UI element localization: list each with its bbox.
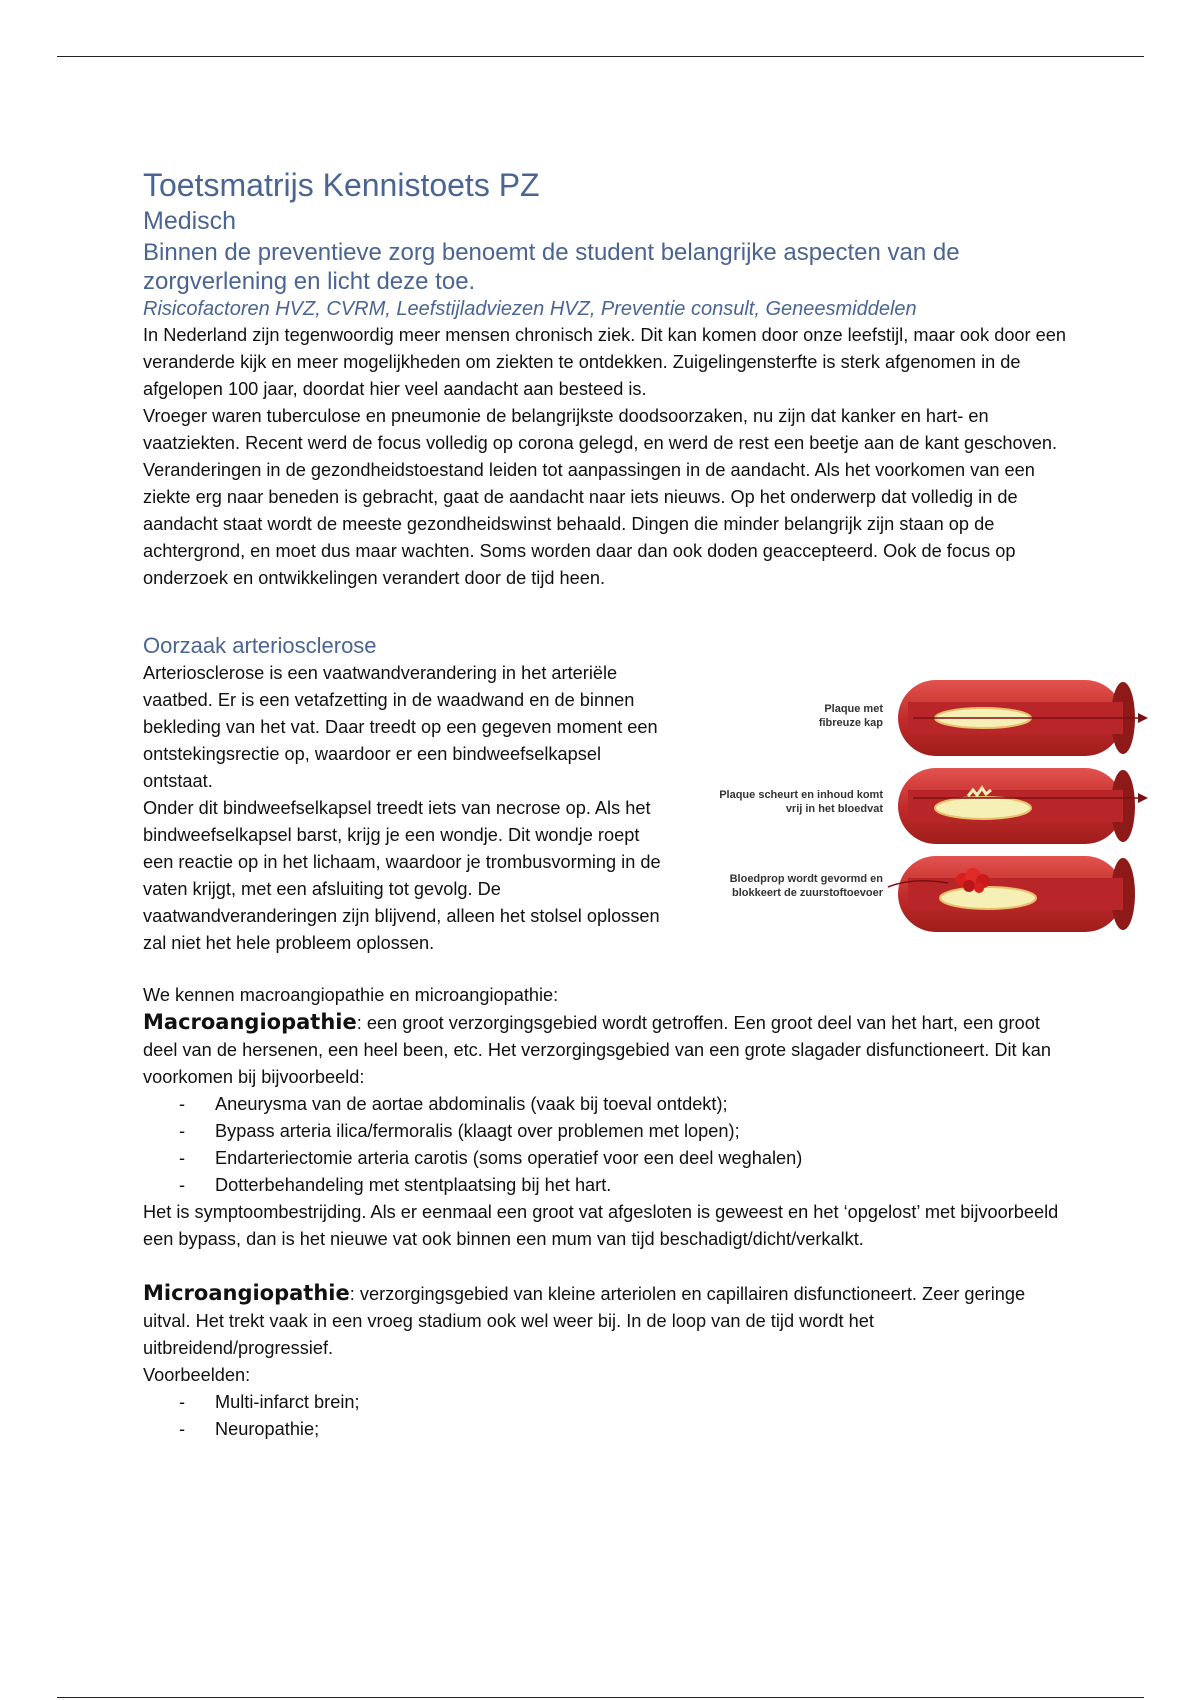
arteriosclerosis-heading: Oorzaak arteriosclerose [143, 633, 377, 658]
vessel-stage-1 [819, 680, 1148, 756]
list-item: - Multi-infarct brein; [179, 1392, 360, 1412]
figure-label-1b: fibreuze kap [818, 717, 883, 729]
vessel-stage-3 [730, 856, 1135, 932]
list-item: - Bypass arteria ilica/fermoralis (klaagt over problemen met lopen); [179, 1121, 740, 1141]
list-item: - Neuropathie; [179, 1419, 320, 1439]
figure-label-3b: blokkeert de zuurstoftoevoer [732, 887, 883, 899]
intro-paragraph-3: Veranderingen in de gezondheidstoestand leiden tot aanpassingen in de aandacht. Als het voorkomen van een ziekte erg naar beneden is gebracht, gaat de aandacht naar iets nieuws. Op het onderwerp dat volledig in de aandacht staat wordt de meeste gezondheidswinst behaald. Dingen die minder belangrijk zijn staan op de achtergrond, en moet dus maar wachten. Soms worden daar dan ook doden geaccepteerd. Ook de focus op onderzoek en ontwikkelingen verandert door de tijd heen. [143, 460, 1035, 588]
micro-term: Microangiopathie [143, 1281, 350, 1305]
list-item: - Dotterbehandeling met stentplaatsing bij het hart. [179, 1175, 612, 1195]
arterio-paragraph-3: Onder dit bindweefselkapsel treedt iets van necrose op. Als het bindweefselkapsel barst, krijg je een wondje. Dit wondje roept een reactie op in het lichaam, waardoor je trombusvorming in de vaten krijgt, met een afsluiting tot gevolg. De vaatwandveranderingen zijn blijvend, alleen het stolsel oplossen zal niet het hele probleem oplossen. [143, 798, 661, 953]
macro-term: Macroangiopathie [143, 1010, 357, 1034]
list-item: - Endarteriectomie arteria carotis (soms operatief voor een deel weghalen) [179, 1148, 803, 1168]
list-item: - Aneurysma van de aortae abdominalis (vaak bij toeval ontdekt); [179, 1094, 728, 1114]
figure-label-2a: Plaque scheurt en inhoud komt [719, 789, 883, 801]
angiopathy-intro: We kennen macroangiopathie en microangiopathie: [143, 985, 559, 1005]
arteriosclerosis-section [143, 660, 1068, 982]
arterio-paragraph-2: ontstekingsrectie op, waardoor er een bindweefselkapsel ontstaat. [143, 744, 601, 791]
artery-plaque-illustration [683, 672, 1148, 944]
lead-heading: Binnen de preventieve zorg benoemt de student belangrijke aspecten van de zorgverlening en licht deze toe. [143, 239, 960, 295]
macro-conclusion: Het is symptoombestrijding. Als er eenmaal een groot vat afgesloten is geweest en het ‘opgelost’ met bijvoorbeeld een bypass, dan is het nieuwe vat ook binnen een mum van tijd beschadigt/dicht/verkalkt. [143, 1202, 1059, 1249]
intro-paragraph-2: Vroeger waren tuberculose en pneumonie de belangrijkste doodsoorzaken, nu zijn dat kanker en hart- en vaatziekten. Recent werd de focus volledig op corona gelegd, en werd de rest een beetje aan de kant geschoven. [143, 406, 1058, 453]
topics-heading: Risicofactoren HVZ, CVRM, Leefstijladviezen HVZ, Preventie consult, Geneesmiddelen [143, 298, 917, 320]
micro-list [143, 1389, 1068, 1443]
macro-paragraph [143, 1009, 1068, 1091]
micro-definition: : verzorgingsgebied van kleine arteriolen en capillairen disfunctioneert. Zeer geringe uitval. Het trekt vaak in een vroeg stadium ook wel weer bij. In de loop van de tijd wordt het uitbreidend/progressief. [143, 1284, 1026, 1358]
footer-rule [57, 1697, 1144, 1698]
page-title: Toetsmatrijs Kennistoets PZ [143, 167, 540, 203]
intro-paragraph-1: In Nederland zijn tegenwoordig meer mensen chronisch ziek. Dit kan komen door onze leefstijl, maar ook door een veranderde kijk en meer mogelijkheden om ziekten te ontdekken. Zuigelingensterfte is sterk afgenomen in de afgelopen 100 jaar, doordat hier veel aandacht aan besteed is. [143, 325, 1066, 399]
arteriosclerosis-text [143, 660, 663, 957]
figure-label-3a: Bloedprop wordt gevormd en [729, 873, 883, 885]
arterio-paragraph-1: Arteriosclerose is een vaatwandverandering in het arteriële vaatbed. Er is een vetafzetting in de waadwand en de binnen bekleding van het vat. Daar treedt op een gegeven moment een [143, 663, 658, 737]
macro-definition: : een groot verzorgingsgebied wordt getroffen. Een groot deel van het hart, een groot deel van de hersenen, een heel been, etc. Het verzorgingsgebied van een grote slagader disfunctioneert. Dit kan voorkomen bij bijvoorbeeld: [143, 1013, 1051, 1087]
macro-list [143, 1091, 1068, 1199]
figure-label-1a: Plaque met [824, 703, 883, 715]
vessel-stage-2 [719, 768, 1148, 844]
header-rule [57, 56, 1144, 57]
section-subtitle: Medisch [143, 207, 237, 235]
micro-paragraph [143, 1280, 1068, 1362]
figure-label-2b: vrij in het bloedvat [785, 803, 883, 815]
examples-label: Voorbeelden: [143, 1365, 251, 1385]
document-body [143, 166, 1068, 1443]
